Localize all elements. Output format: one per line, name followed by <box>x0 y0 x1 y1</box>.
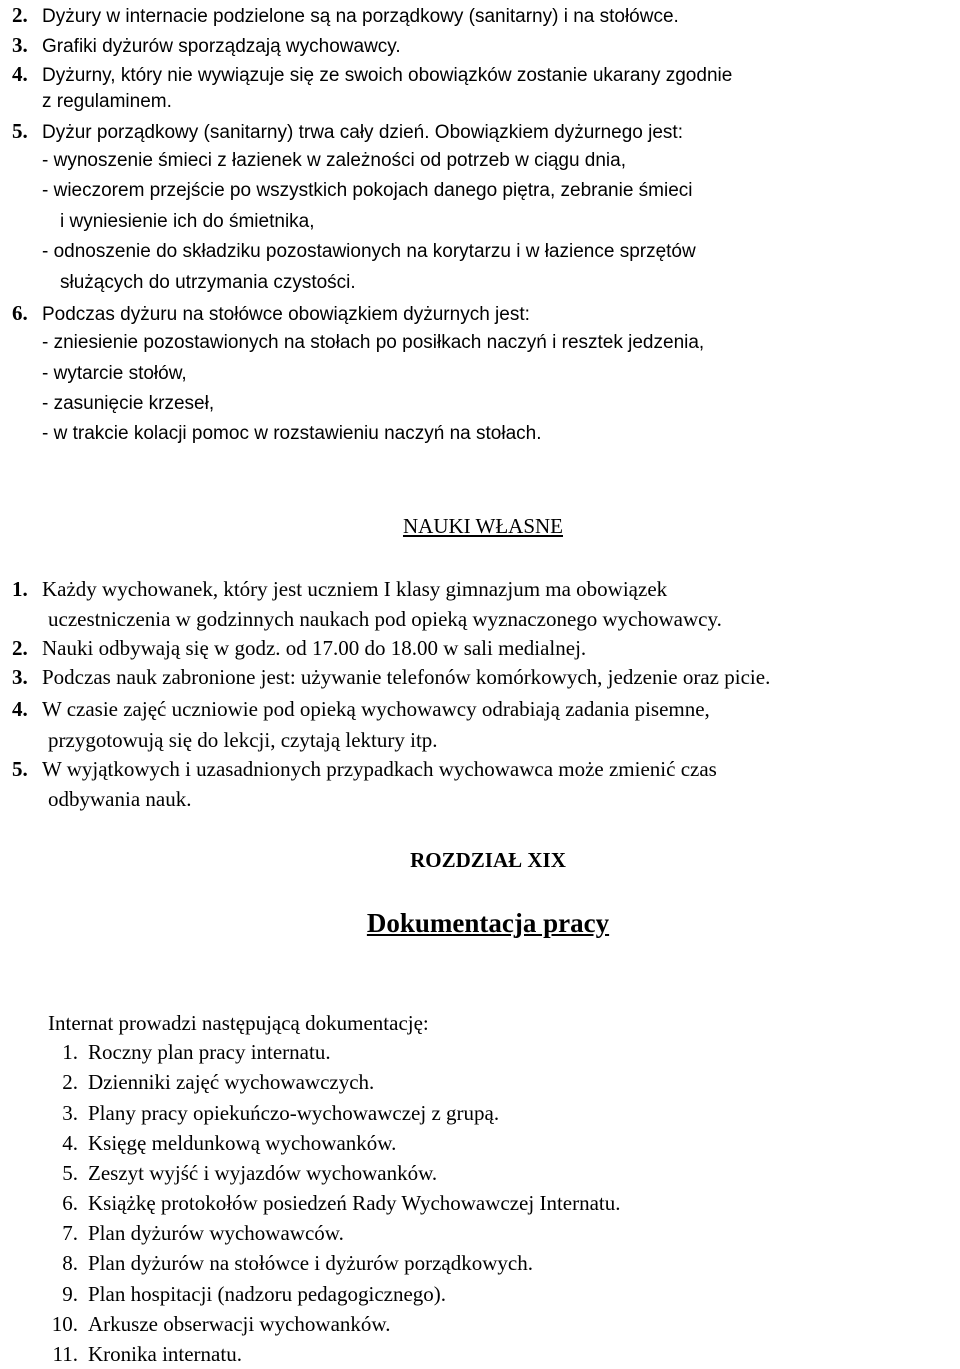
item-number: 5. <box>62 1161 78 1185</box>
rule-item-4 <box>12 59 732 89</box>
item-number: 5. <box>12 757 28 781</box>
item-text: Plan dyżurów na stołówce i dyżurów porządkowych. <box>88 1251 533 1275</box>
rule-text: Podczas dyżuru na stołówce obowiązkiem dyżurnych jest: <box>42 304 530 325</box>
item-text: Dzienniki zajęć wychowawczych. <box>88 1070 375 1094</box>
item-text: W czasie zajęć uczniowie pod opieką wychowawcy odrabiają zadania pisemne, <box>42 697 710 721</box>
nauki-item-5 <box>12 754 717 784</box>
duty-line: - zniesienie pozostawionych na stołach po posiłkach naczyń i resztek jedzenia, <box>42 332 705 353</box>
documentation-item <box>40 1128 396 1158</box>
rule-number: 4. <box>12 62 28 86</box>
duty-line: - wytarcie stołów, <box>42 363 187 384</box>
documentation-item <box>40 1098 499 1128</box>
documentation-item <box>40 1248 533 1278</box>
rule-item-5 <box>12 116 683 146</box>
documentation-item <box>40 1158 437 1188</box>
item-text: W wyjątkowych i uzasadnionych przypadkach wychowawca może zmienić czas <box>42 757 717 781</box>
chapter-title: Dokumentacja pracy <box>366 908 610 938</box>
chapter-heading: ROZDZIAŁ XIX <box>410 848 566 872</box>
duty-line: - wieczorem przejście po wszystkich pokojach danego piętra, zebranie śmieci <box>42 180 693 201</box>
item-number: 2. <box>62 1070 78 1094</box>
duty-line: - zasunięcie krzeseł, <box>42 393 215 414</box>
rule-number: 2. <box>12 3 28 27</box>
item-text: Każdy wychowanek, który jest uczniem I klasy gimnazjum ma obowiązek <box>42 577 668 601</box>
item-number: 9. <box>62 1282 78 1306</box>
documentation-intro: Internat prowadzi następującą dokumentację: <box>48 1011 429 1035</box>
item-number: 4. <box>12 697 28 721</box>
rule-item-3 <box>12 30 401 60</box>
rule-number: 6. <box>12 301 28 325</box>
item-number: 11. <box>52 1342 78 1366</box>
nauki-item-1-continuation: uczestniczenia w godzinnych naukach pod opieką wyznaczonego wychowawcy. <box>48 607 722 631</box>
documentation-item <box>40 1188 621 1218</box>
rule-item-4-continuation: z regulaminem. <box>42 91 172 112</box>
duty-line: - odnoszenie do składziku pozostawionych na korytarzu i w łazience sprzętów <box>42 241 696 262</box>
rule-number: 5. <box>12 119 28 143</box>
duty-line: - w trakcie kolacji pomoc w rozstawieniu naczyń na stołach. <box>42 423 542 444</box>
duty-line: - wynoszenie śmieci z łazienek w zależności od potrzeb w ciągu dnia, <box>42 150 626 171</box>
section-heading-nauki: NAUKI WŁASNE <box>402 514 563 538</box>
nauki-item-4 <box>12 694 710 724</box>
item-text: Kronika internatu. <box>88 1342 242 1366</box>
item-text: Księgę meldunkową wychowanków. <box>88 1131 397 1155</box>
item-text: Książkę protokołów posiedzeń Rady Wychowawczej Internatu. <box>88 1191 621 1215</box>
duty-line: i wyniesienie ich do śmietnika, <box>60 211 315 232</box>
duty-line: służących do utrzymania czystości. <box>60 272 356 293</box>
item-number: 3. <box>12 665 28 689</box>
nauki-item-2 <box>12 633 586 663</box>
item-text: Plany pracy opiekuńczo-wychowawczej z grupą. <box>88 1101 500 1125</box>
item-text: Plan dyżurów wychowawców. <box>88 1221 344 1245</box>
item-number: 7. <box>62 1221 78 1245</box>
rule-item-6 <box>12 298 530 328</box>
item-text: Zeszyt wyjść i wyjazdów wychowanków. <box>88 1161 438 1185</box>
item-text: Arkusze obserwacji wychowanków. <box>88 1312 391 1336</box>
nauki-item-3 <box>12 662 770 692</box>
item-number: 4. <box>62 1131 78 1155</box>
nauki-item-1 <box>12 574 667 604</box>
rule-number: 3. <box>12 33 28 57</box>
item-text: Roczny plan pracy internatu. <box>88 1040 331 1064</box>
item-number: 10. <box>51 1312 78 1336</box>
item-number: 2. <box>12 636 28 660</box>
nauki-item-5-continuation: odbywania nauk. <box>48 787 192 811</box>
item-number: 6. <box>62 1191 78 1215</box>
rule-text: Dyżurny, który nie wywiązuje się ze swoich obowiązków zostanie ukarany zgodnie <box>42 65 733 86</box>
documentation-item <box>40 1218 344 1248</box>
documentation-item <box>40 1067 374 1097</box>
item-text: Podczas nauk zabronione jest: używanie telefonów komórkowych, jedzenie oraz picie. <box>42 665 771 689</box>
rule-item-2 <box>12 0 679 30</box>
item-text: Plan hospitacji (nadzoru pedagogicznego). <box>88 1282 447 1306</box>
item-text: Nauki odbywają się w godz. od 17.00 do 18.00 w sali medialnej. <box>42 636 587 660</box>
documentation-item <box>40 1339 242 1369</box>
rule-text: Dyżury w internacie podzielone są na porządkowy (sanitarny) i na stołówce. <box>42 6 679 27</box>
rule-text: Dyżur porządkowy (sanitarny) trwa cały dzień. <box>42 122 430 143</box>
documentation-item <box>40 1309 390 1339</box>
rule-text-duties-intro: Obowiązkiem dyżurnego jest: <box>429 122 683 143</box>
documentation-item <box>40 1279 446 1309</box>
item-number: 1. <box>12 577 28 601</box>
item-number: 1. <box>62 1040 78 1064</box>
documentation-item <box>40 1037 331 1067</box>
nauki-item-4-continuation: przygotowują się do lekcji, czytają lektury itp. <box>48 728 438 752</box>
item-number: 8. <box>62 1251 78 1275</box>
rule-text: Grafiki dyżurów sporządzają wychowawcy. <box>42 36 401 57</box>
item-number: 3. <box>62 1101 78 1125</box>
